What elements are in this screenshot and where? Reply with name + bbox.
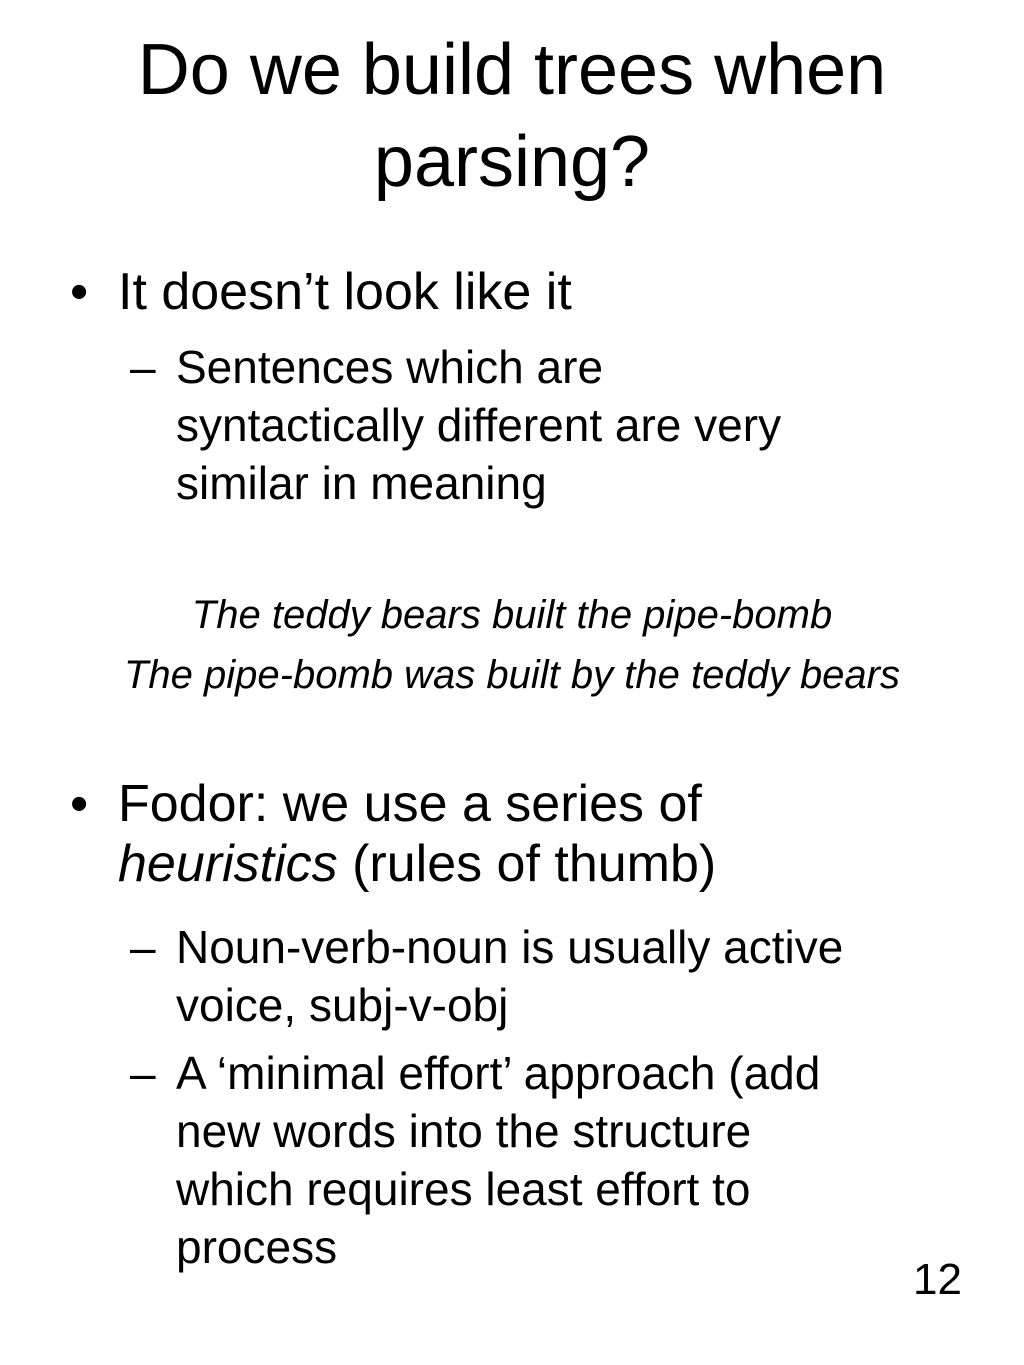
sub-line: voice, subj-v-obj bbox=[176, 979, 509, 1031]
sub-dash: – bbox=[130, 1047, 156, 1099]
sub-dash: – bbox=[130, 341, 156, 393]
sub-line: Noun-verb-noun is usually active bbox=[176, 921, 844, 973]
bullet-1-text: It doesn’t look like it bbox=[118, 263, 572, 321]
sub-line: A ‘minimal effort’ approach (add bbox=[176, 1047, 821, 1099]
sub-line: which requires least effort to bbox=[176, 1163, 751, 1215]
bullet-dot: • bbox=[70, 263, 89, 321]
slide-title-line-2: parsing? bbox=[373, 122, 651, 202]
bullet-2-line-2 bbox=[118, 834, 716, 894]
sub-line: Sentences which are bbox=[176, 341, 604, 393]
heuristics-term: heuristics bbox=[118, 835, 338, 893]
bullet-2-line-1: Fodor: we use a series of bbox=[118, 775, 702, 833]
bullet-2-line-2-rest: (rules of thumb) bbox=[337, 835, 717, 893]
bullet-dot: • bbox=[70, 775, 89, 833]
slide-title bbox=[0, 24, 1024, 208]
page-number: 12 bbox=[913, 1255, 962, 1304]
sub-line: process bbox=[176, 1221, 338, 1273]
example-sentence-2: The pipe-bomb was built by the teddy bears bbox=[124, 653, 900, 697]
sub-line: new words into the structure bbox=[176, 1105, 752, 1157]
sub-dash: – bbox=[130, 921, 156, 973]
example-sentence-1: The teddy bears built the pipe-bomb bbox=[191, 593, 833, 637]
sub-line: syntactically different are very bbox=[176, 399, 782, 451]
sub-line: similar in meaning bbox=[176, 457, 547, 509]
slide-title-line-1: Do we build trees when bbox=[137, 30, 887, 110]
